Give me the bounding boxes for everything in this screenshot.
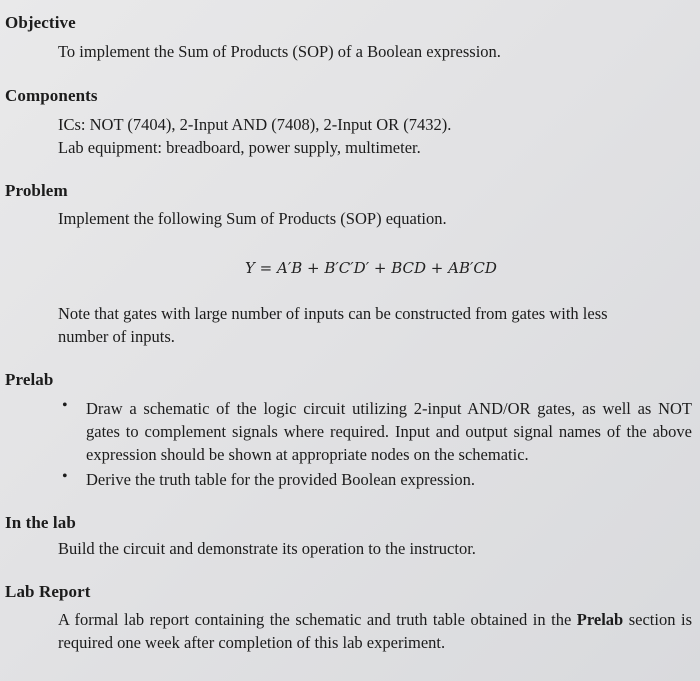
lab-report-text-end: section is required one week after completion of this lab experiment. — [58, 610, 692, 652]
prelab-item-schematic: Draw a schematic of the logic circuit utilizing 2-input AND/OR gates, as well as NOT gates to complement signals where required. Input and output signal names of the above expression should be shown at appropriate nodes on the schematic. — [86, 399, 692, 464]
problem-intro: Implement the following Sum of Products (SOP) equation. — [58, 209, 447, 228]
sop-equation: Y = A′B + B′C′D′ + BCD + AB′CD — [245, 259, 497, 277]
problem-heading: Problem — [5, 181, 68, 200]
bullet-marker: • — [62, 468, 68, 485]
objective-heading: Objective — [5, 13, 76, 32]
components-equipment: Lab equipment: breadboard, power supply, multimeter. — [58, 138, 421, 157]
components-heading: Components — [5, 86, 98, 105]
in-the-lab-heading: In the lab — [5, 513, 76, 532]
objective-text: To implement the Sum of Products (SOP) of a Boolean expression. — [58, 42, 501, 61]
problem-note: Note that gates with large number of inputs can be constructed from gates with less number of inputs. — [58, 304, 608, 346]
components-ics: ICs: NOT (7404), 2-Input AND (7408), 2-Input OR (7432). — [58, 115, 452, 134]
lab-report-text — [58, 608, 692, 654]
lab-report-heading: Lab Report — [5, 582, 91, 601]
prelab-item-truth-table: Derive the truth table for the provided Boolean expression. — [86, 470, 476, 489]
lab-report-text-start: A formal lab report containing the schematic and truth table obtained in the — [58, 610, 577, 629]
prelab-heading: Prelab — [5, 370, 54, 389]
bullet-marker: • — [62, 397, 68, 414]
prelab-reference: Prelab — [576, 610, 624, 629]
in-the-lab-text: Build the circuit and demonstrate its operation to the instructor. — [58, 539, 476, 558]
